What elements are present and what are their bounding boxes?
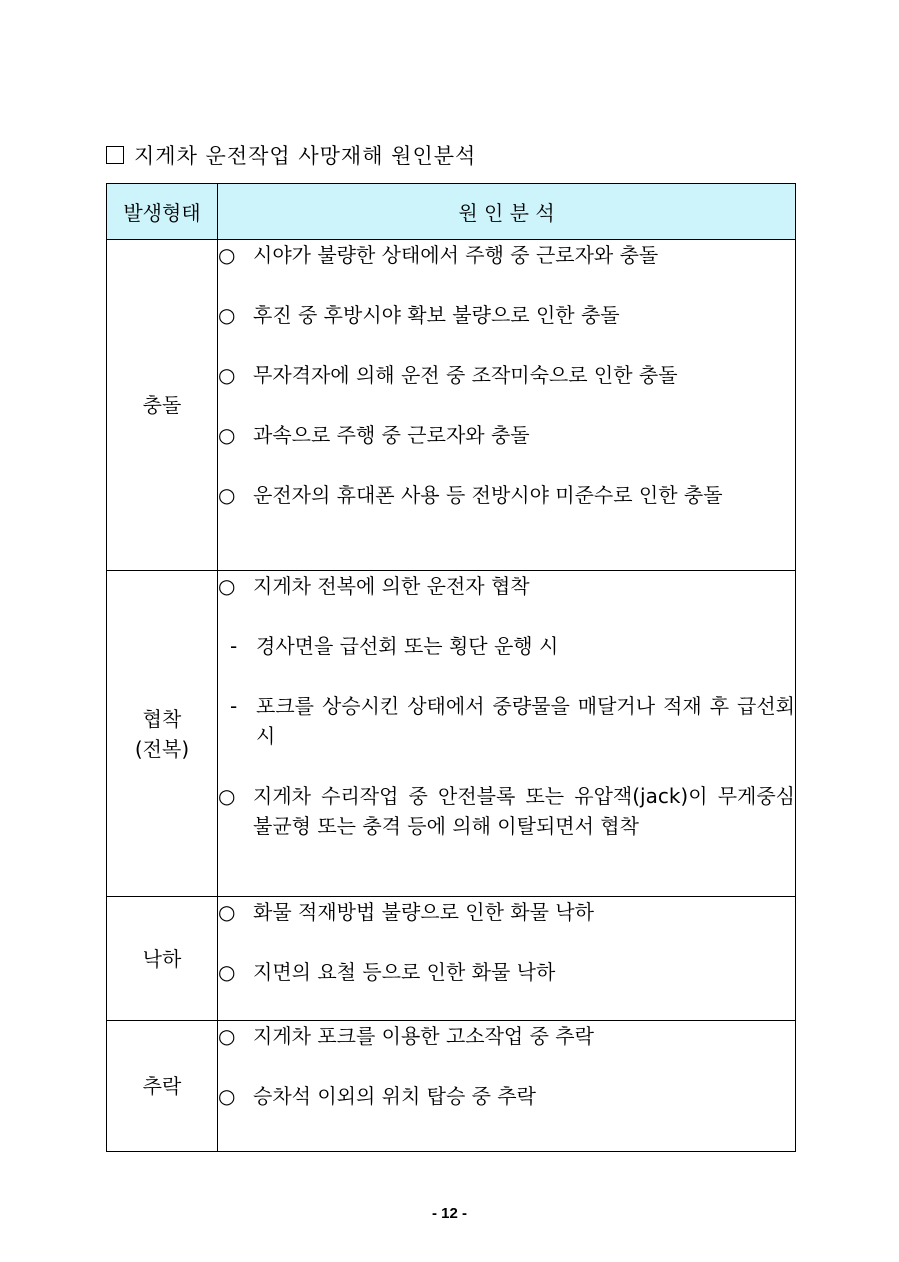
circle-bullet-icon: ○ <box>218 363 236 387</box>
list-item-text: 운전자의 휴대폰 사용 등 전방시야 미준수로 인한 충돌 <box>253 483 723 507</box>
list-item <box>218 360 795 390</box>
dash-bullet-icon: - <box>230 694 238 718</box>
cause-list-cell <box>218 897 796 1021</box>
list-item-text: 지게차 수리작업 중 안전블록 또는 유압잭(jack)이 무게중심 불균형 또는 충격 등에 의해 이탈되면서 협착 <box>253 784 795 838</box>
list-item-text: 지게차 전복에 의한 운전자 협착 <box>253 574 530 598</box>
circle-bullet-icon: ○ <box>218 1024 236 1048</box>
circle-bullet-icon: ○ <box>218 483 236 507</box>
list-item-text: 승차석 이외의 위치 탑승 중 추락 <box>253 1084 536 1108</box>
list-item <box>218 240 795 270</box>
cause-list-cell <box>218 1021 796 1152</box>
list-item <box>218 420 795 450</box>
occurrence-type-cell: 충돌 <box>107 240 218 571</box>
cause-analysis-table <box>106 183 796 1152</box>
cause-list-cell <box>218 240 796 571</box>
table-row <box>107 1021 796 1152</box>
page-number: - 12 - <box>431 1205 467 1222</box>
header-occurrence-type: 발생형태 <box>107 184 218 240</box>
list-item-text: 후진 중 후방시야 확보 불량으로 인한 충돌 <box>253 303 620 327</box>
list-item <box>218 1081 795 1111</box>
occurrence-type-cell: 추락 <box>107 1021 218 1152</box>
dash-bullet-icon: - <box>230 634 238 658</box>
list-item-text: 화물 적재방법 불량으로 인한 화물 낙하 <box>253 900 594 924</box>
list-item <box>218 897 795 927</box>
list-item-text: 경사면을 급선회 또는 횡단 운행 시 <box>256 634 559 658</box>
list-item-text: 지게차 포크를 이용한 고소작업 중 추락 <box>253 1024 594 1048</box>
table-row <box>107 240 796 571</box>
header-cause-analysis: 원 인 분 석 <box>218 184 796 240</box>
list-item <box>218 1021 795 1051</box>
list-item <box>218 480 795 510</box>
list-item-text: 무자격자에 의해 운전 중 조작미숙으로 인한 충돌 <box>253 363 678 387</box>
list-item <box>218 300 795 330</box>
table-header-row <box>107 184 796 240</box>
list-item <box>218 571 795 601</box>
list-item-text: 시야가 불량한 상태에서 주행 중 근로자와 충돌 <box>253 243 659 267</box>
occurrence-type-line: 협착 <box>142 706 182 731</box>
checkbox-square-icon <box>106 146 124 164</box>
list-item-text: 과속으로 주행 중 근로자와 충돌 <box>253 423 530 447</box>
circle-bullet-icon: ○ <box>218 900 236 924</box>
circle-bullet-icon: ○ <box>218 574 236 598</box>
list-item-text: 지면의 요철 등으로 인한 화물 낙하 <box>253 960 556 984</box>
occurrence-type-cell: 낙하 <box>107 897 218 1021</box>
list-item <box>218 957 795 987</box>
list-item-text: 포크를 상승시킨 상태에서 중량물을 매달거나 적재 후 급선회 시 <box>256 694 795 748</box>
section-title <box>106 140 476 170</box>
cause-list-cell <box>218 571 796 897</box>
list-item <box>218 781 795 841</box>
sub-list-item <box>218 691 795 751</box>
section-title-text: 지게차 운전작업 사망재해 원인분석 <box>134 144 477 168</box>
sub-list-item <box>218 631 795 661</box>
circle-bullet-icon: ○ <box>218 784 236 808</box>
table-row <box>107 571 796 897</box>
circle-bullet-icon: ○ <box>218 960 236 984</box>
table-row <box>107 897 796 1021</box>
circle-bullet-icon: ○ <box>218 423 236 447</box>
occurrence-type-line: (전복) <box>134 736 190 761</box>
circle-bullet-icon: ○ <box>218 1084 236 1108</box>
occurrence-type-cell <box>107 571 218 897</box>
circle-bullet-icon: ○ <box>218 303 236 327</box>
circle-bullet-icon: ○ <box>218 243 236 267</box>
